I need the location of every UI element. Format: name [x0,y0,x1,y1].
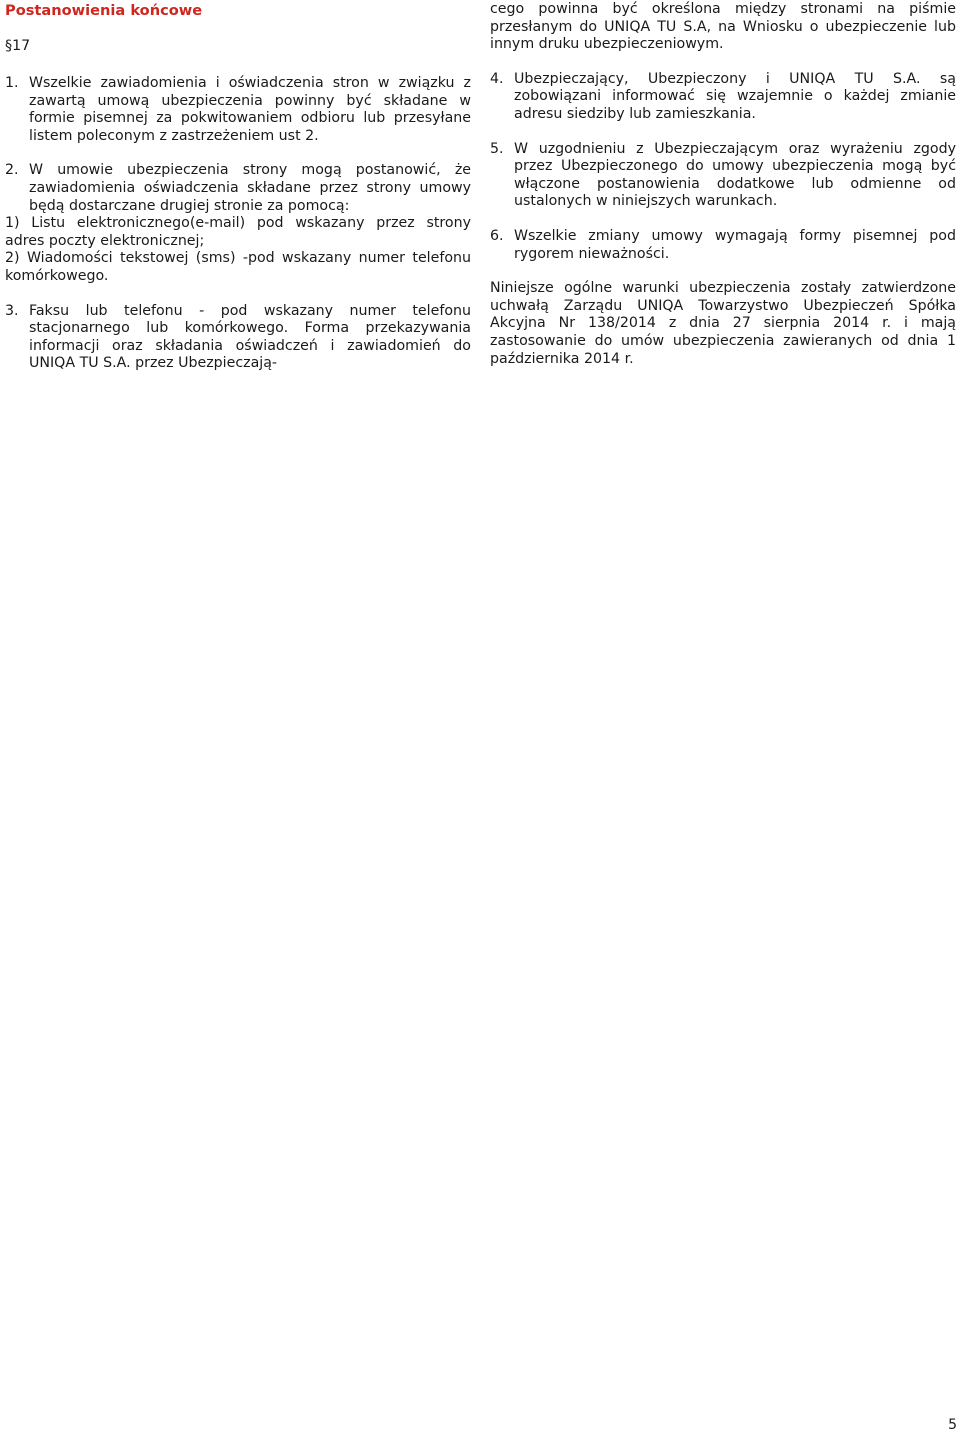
clause-text: W uzgodnieniu z Ubezpieczającym oraz wyrażeniu zgody przez Ubezpieczonego do umowy ubezpieczenia mogą być włączone postanowienia dodatkowe lub odmienne od ustalonych w niniejszych warunkach. [514,140,956,210]
clause-4 [490,71,956,124]
clause-text: Wszelkie zawiadomienia i oświadczenia stron w związku z zawartą umową ubezpieczenia powinny być składane w formie pisemnej za pokwitowaniem odbioru lub przesyłane listem poleconym z zastrzeżeniem ust 2. [29,75,471,144]
clause-2-subitem-1: 1) Listu elektronicznego(e-mail) pod wskazany przez strony adres poczty elektronicznej; [5,215,471,249]
clause-text: Wszelkie zmiany umowy wymagają formy pisemnej pod rygorem nieważności. [514,227,956,262]
clause-number: 3. [5,302,19,319]
clause-text: Ubezpieczający, Ubezpieczony i UNIQA TU S.A. są zobowiązani informować się wzajemnie o każdej zmianie adresu siedziby lub zamieszkania. [514,70,956,122]
section-heading: Postanowienia końcowe [5,2,203,19]
clause-text: W umowie ubezpieczenia strony mogą postanowić, że zawiadomienia oświadczenia składane przez strony umowy będą dostarczane drugiej stronie za pomocą: [29,162,471,214]
clause-6 [490,228,956,263]
clause-text: Faksu lub telefonu - pod wskazany numer telefonu stacjonarnego lub komórkowego. Forma przekazywania informacji oraz składania oświadczeń i zawiadomień do UNIQA TU S.A. przez Ubezpieczają- [29,302,471,372]
clause-3 [5,303,471,373]
closing-statement: Niniejsze ogólne warunki ubezpieczenia zostały zatwierdzone uchwałą Zarządu UNIQA Towarzystwo Ubezpieczeń Spółka Akcyjna Nr 138/2014 z dnia 27 sierpnia 2014 r. i mają zastosowanie do umów ubezpieczenia zawieranych od dnia 1 października 2014 r. [490,280,956,367]
right-column [490,0,956,368]
clause-2-subitem-2: 2) Wiadomości tekstowej (sms) -pod wskazany numer telefonu komórkowego. [5,250,471,284]
clause-number: 4. [490,70,504,87]
clause-5 [490,141,956,211]
left-column [5,0,471,373]
clause-2 [5,162,471,215]
clause-number: 5. [490,140,504,157]
clause-number: 2. [5,162,19,179]
clause-number: 6. [490,227,504,244]
clause-number: 1. [5,75,19,91]
clause-1 [5,75,471,145]
page-number: 5 [948,1417,957,1434]
section-number: §17 [5,38,31,54]
clause-3-continuation: cego powinna być określona między stronami na piśmie przesłanym do UNIQA TU S.A, na Wniosku o ubezpieczenie lub innym druku ubezpieczeniowym. [490,1,956,53]
